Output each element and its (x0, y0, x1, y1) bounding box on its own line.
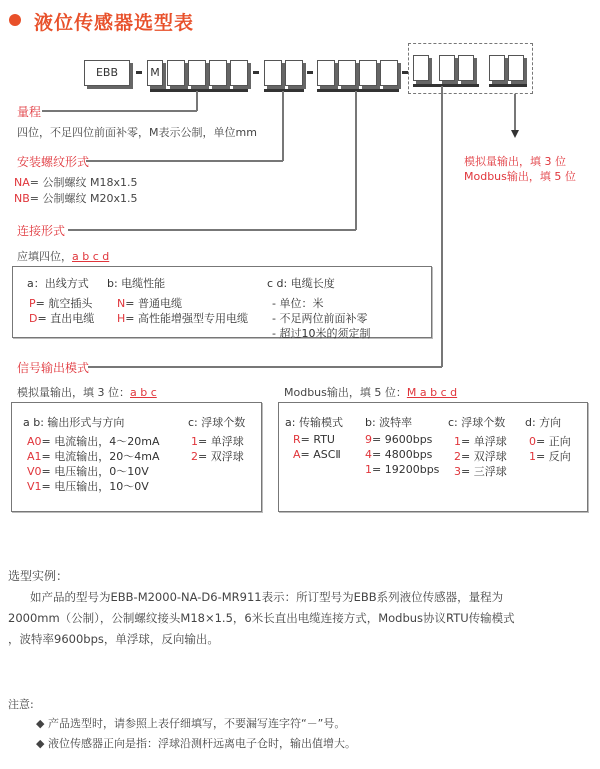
thread-underline (264, 89, 304, 92)
example-line: 如产品的型号为EBB-M2000-NA-D6-MR911表示：所订型号为EBB系列液位传感器，量程为 (30, 590, 504, 604)
option-text: 公制螺纹 M20x1.5 (42, 192, 138, 205)
connection-connector (355, 91, 357, 230)
col-cd-title: c d: 电缆长度 (267, 277, 335, 290)
modbus-fill-instruction: Modbus输出，填 5 位：M a b c d (284, 386, 458, 399)
diamond-bullet-icon: ◆ (36, 737, 45, 750)
code-conn-cell (359, 60, 377, 86)
a-option: A= ASCⅡ (293, 448, 341, 461)
modbus-underline (489, 84, 527, 87)
d-title: d: 方向 (525, 416, 562, 429)
code-output-cell (413, 55, 429, 81)
modbus-connector (514, 94, 516, 132)
connection-heading: 连接形式 (17, 224, 66, 238)
arrow-down-icon (511, 130, 519, 138)
code-output-cell (458, 55, 474, 81)
ab-option: A1= 电流输出，20～4mA (27, 450, 160, 463)
code-hyphen (136, 71, 142, 74)
thread-heading: 安装螺纹形式 (17, 155, 90, 169)
connection-underline (317, 89, 399, 92)
code-range-cell (167, 60, 185, 86)
option-code: NA (14, 176, 30, 189)
code-conn-cell (338, 60, 356, 86)
code-output-cell (508, 55, 524, 81)
cd-note: - 单位：米 (272, 297, 324, 310)
page-title: 液位传感器选型表 (34, 12, 195, 34)
analog-options-box (11, 402, 262, 512)
diamond-bullet-icon: ◆ (36, 717, 45, 730)
range-heading: 量程 (17, 105, 42, 119)
code-range-cell (209, 60, 227, 86)
a-option: P= 航空插头 (29, 297, 93, 310)
example-line: ，波特率9600bps，单浮球，反向输出。 (8, 632, 219, 646)
b-option: N= 普通电缆 (117, 297, 182, 310)
fill-letters: a b c (130, 386, 157, 399)
notes-heading: 注意: (8, 698, 34, 711)
code-range-m-cell: M (147, 60, 163, 86)
connection-options-box (12, 266, 432, 338)
modbus-options-box (278, 402, 588, 512)
thread-connector (282, 91, 284, 161)
c-title: c: 浮球个数 (188, 416, 246, 429)
code-hyphen (307, 71, 313, 74)
output-underline (413, 84, 479, 87)
signal-connector (88, 366, 442, 368)
output-note-modbus: Modbus输出，填 5 位 (464, 170, 576, 183)
thread-option (14, 190, 138, 206)
example-heading: 选型实例： (8, 569, 69, 583)
option-eq: = (29, 176, 39, 189)
signal-connector (441, 86, 443, 367)
b-option: 4= 4800bps (365, 448, 433, 461)
thread-connector (86, 160, 283, 162)
c-option: 1= 单浮球 (454, 435, 507, 448)
d-option: 1= 反向 (529, 450, 571, 463)
range-description: 四位，不足四位前面补零，M表示公制，单位mm (17, 126, 257, 139)
b-title: b: 波特率 (365, 416, 413, 429)
fill-letters: M a b c d (406, 386, 458, 399)
code-output-cell (439, 55, 455, 81)
b-option: 9= 9600bps (365, 433, 433, 446)
example-line: 2000mm（公制），公制螺纹接头M18×1.5，6米长直出电缆连接方式，Modbus协议RTU传输模式 (8, 611, 515, 625)
code-range-cell (230, 60, 248, 86)
range-underline (150, 89, 248, 92)
cd-note: - 超过10米的须定制 (272, 327, 371, 340)
code-conn-cell (380, 60, 398, 86)
code-thread-cell (285, 60, 303, 86)
d-option: 0= 正向 (529, 435, 571, 448)
ab-option: V1= 电压输出，10～0V (27, 480, 149, 493)
connection-fill-instruction (17, 248, 109, 264)
analog-fill-instruction: 模拟量输出，填 3 位：a b c (17, 386, 157, 399)
col-a-title: a：出线方式 (27, 277, 89, 290)
code-prefix-cell: EBB (84, 60, 130, 86)
c-title: c: 浮球个数 (448, 416, 506, 429)
range-connector (196, 91, 198, 111)
fill-prefix: 应填四位， (17, 250, 72, 263)
code-hyphen (253, 71, 259, 74)
signal-heading: 信号输出模式 (17, 361, 90, 375)
a-option: D= 直出电缆 (29, 312, 95, 325)
connection-connector (68, 229, 356, 231)
code-range-cell (188, 60, 206, 86)
ab-option: A0= 电流输出，4～20mA (27, 435, 160, 448)
range-connector (42, 110, 197, 112)
fill-letters: a b c d (72, 250, 110, 263)
c-option: 2= 双浮球 (191, 450, 244, 463)
a-option: R= RTU (293, 433, 335, 446)
note-item: ◆ 产品选型时，请参照上表仔细填写，不要漏写连字符“－”号。 (36, 717, 346, 730)
a-title: a: 传输模式 (285, 416, 343, 429)
c-option: 3= 三浮球 (454, 465, 507, 478)
code-thread-cell (264, 60, 282, 86)
option-code: NB (14, 192, 30, 205)
code-conn-cell (317, 60, 335, 86)
cd-note: - 不足两位前面补零 (272, 312, 368, 325)
bullet-dot-icon (9, 14, 21, 26)
ab-option: V0= 电压输出，0～10V (27, 465, 149, 478)
c-option: 2= 双浮球 (454, 450, 507, 463)
option-eq: = (29, 192, 39, 205)
b-option: H= 高性能增强型专用电缆 (117, 312, 248, 325)
option-text: 公制螺纹 M18x1.5 (42, 176, 138, 189)
ab-title: a b: 输出形式与方向 (23, 416, 125, 429)
c-option: 1= 单浮球 (191, 435, 244, 448)
code-output-cell (489, 55, 505, 81)
b-option: 1= 19200bps (365, 463, 440, 476)
note-item: ◆ 液位传感器正向是指：浮球沿测杆远离电子仓时，输出值增大。 (36, 737, 356, 750)
output-note-analog: 模拟量输出，填 3 位 (464, 155, 566, 168)
thread-option (14, 174, 137, 190)
col-b-title: b: 电缆性能 (107, 277, 166, 290)
